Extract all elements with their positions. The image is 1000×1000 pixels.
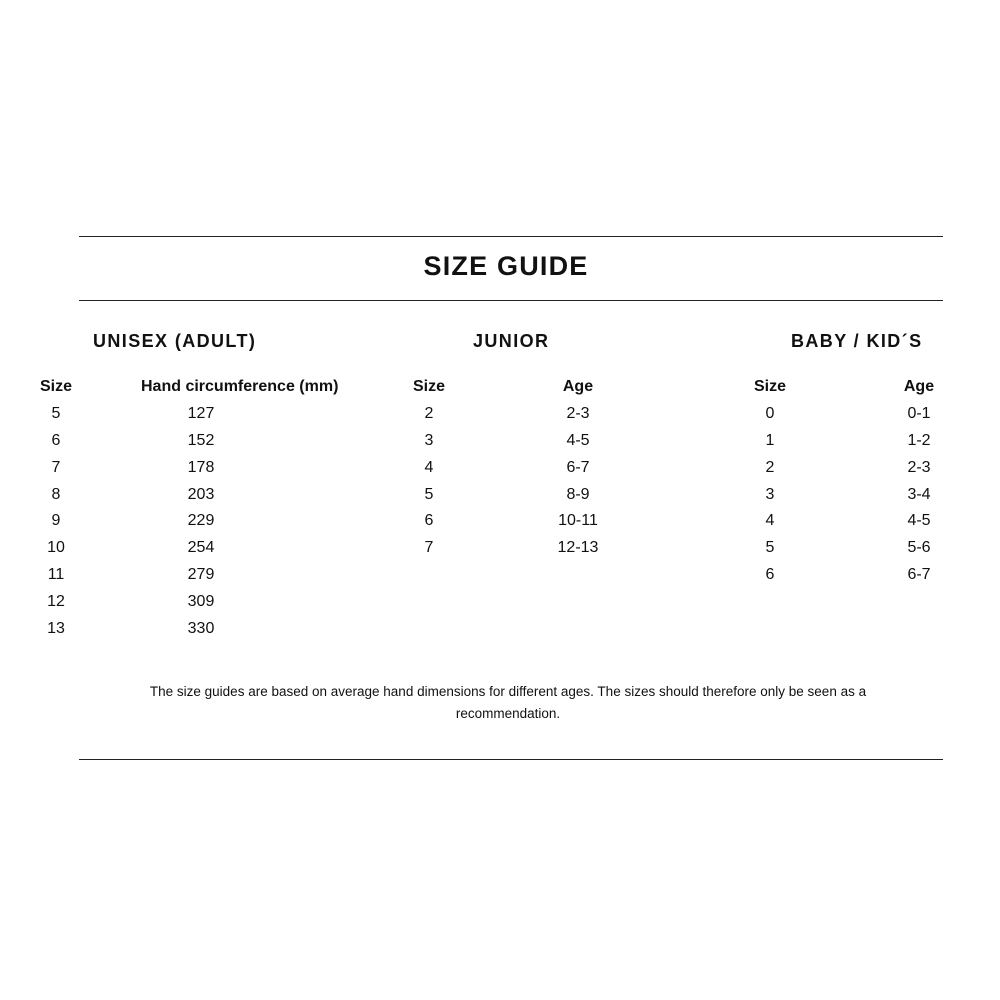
size-cell: 6 <box>765 566 775 584</box>
size-cell: 7 <box>424 539 434 557</box>
age-cell: 8-9 <box>566 485 590 503</box>
circumference-cell: 330 <box>187 620 215 638</box>
circumference-cell: 203 <box>187 485 215 503</box>
size-cell: 10 <box>47 539 65 557</box>
size-cell: 4 <box>765 512 775 530</box>
age-cell: 12-13 <box>557 539 599 557</box>
junior-section-title: JUNIOR <box>473 331 550 351</box>
size-cell: 12 <box>47 593 65 611</box>
age-cell: 10-11 <box>558 512 598 530</box>
age-cell: 4-5 <box>566 431 590 449</box>
circumference-cell: 254 <box>187 539 215 557</box>
age-cell: 4-5 <box>907 512 931 530</box>
baby-section-title: BABY / KID´S <box>791 331 923 351</box>
size-column-header: Size <box>412 378 445 395</box>
age-column-header: Age <box>903 378 935 395</box>
size-cell: 1 <box>765 431 775 449</box>
size-cell: 11 <box>47 566 65 584</box>
size-column-header: Size <box>39 378 72 395</box>
size-cell: 5 <box>765 539 775 557</box>
age-column-header: Age <box>562 378 594 395</box>
circumference-cell: 279 <box>187 566 215 584</box>
adult-section-title: UNISEX (ADULT) <box>93 331 257 351</box>
age-cell: 3-4 <box>907 485 931 503</box>
size-cell: 3 <box>424 431 434 449</box>
age-cell: 0-1 <box>907 404 931 422</box>
title-divider <box>79 300 943 301</box>
age-cell: 2-3 <box>566 404 590 422</box>
size-cell: 5 <box>51 404 61 422</box>
size-cell: 3 <box>765 485 775 503</box>
size-cell: 8 <box>51 485 61 503</box>
size-cell: 9 <box>51 512 61 530</box>
size-cell: 6 <box>51 431 61 449</box>
age-cell: 6-7 <box>907 566 931 584</box>
size-cell: 7 <box>51 458 61 476</box>
size-guide-note: The size guides are based on average hand dimensions for different ages. The sizes should therefore only be seen as a recommendation. <box>149 684 867 721</box>
size-cell: 2 <box>765 458 775 476</box>
top-divider <box>79 236 943 237</box>
circumference-cell: 127 <box>187 404 215 422</box>
size-cell: 13 <box>47 620 65 638</box>
age-cell: 2-3 <box>907 458 931 476</box>
circumference-cell: 309 <box>187 593 215 611</box>
age-cell: 5-6 <box>907 539 931 557</box>
page-title: SIZE GUIDE <box>423 251 589 281</box>
size-cell: 6 <box>424 512 434 530</box>
age-cell: 1-2 <box>907 431 931 449</box>
size-cell: 0 <box>765 404 775 422</box>
size-cell: 4 <box>424 458 434 476</box>
circumference-cell: 229 <box>187 512 215 530</box>
size-cell: 5 <box>424 485 434 503</box>
age-cell: 6-7 <box>566 458 590 476</box>
circumference-cell: 152 <box>187 431 215 449</box>
bottom-divider <box>79 759 943 760</box>
size-column-header: Size <box>753 378 786 395</box>
circumference-cell: 178 <box>187 458 215 476</box>
size-cell: 2 <box>424 404 434 422</box>
circumference-column-header: Hand circumference (mm) <box>141 378 339 395</box>
